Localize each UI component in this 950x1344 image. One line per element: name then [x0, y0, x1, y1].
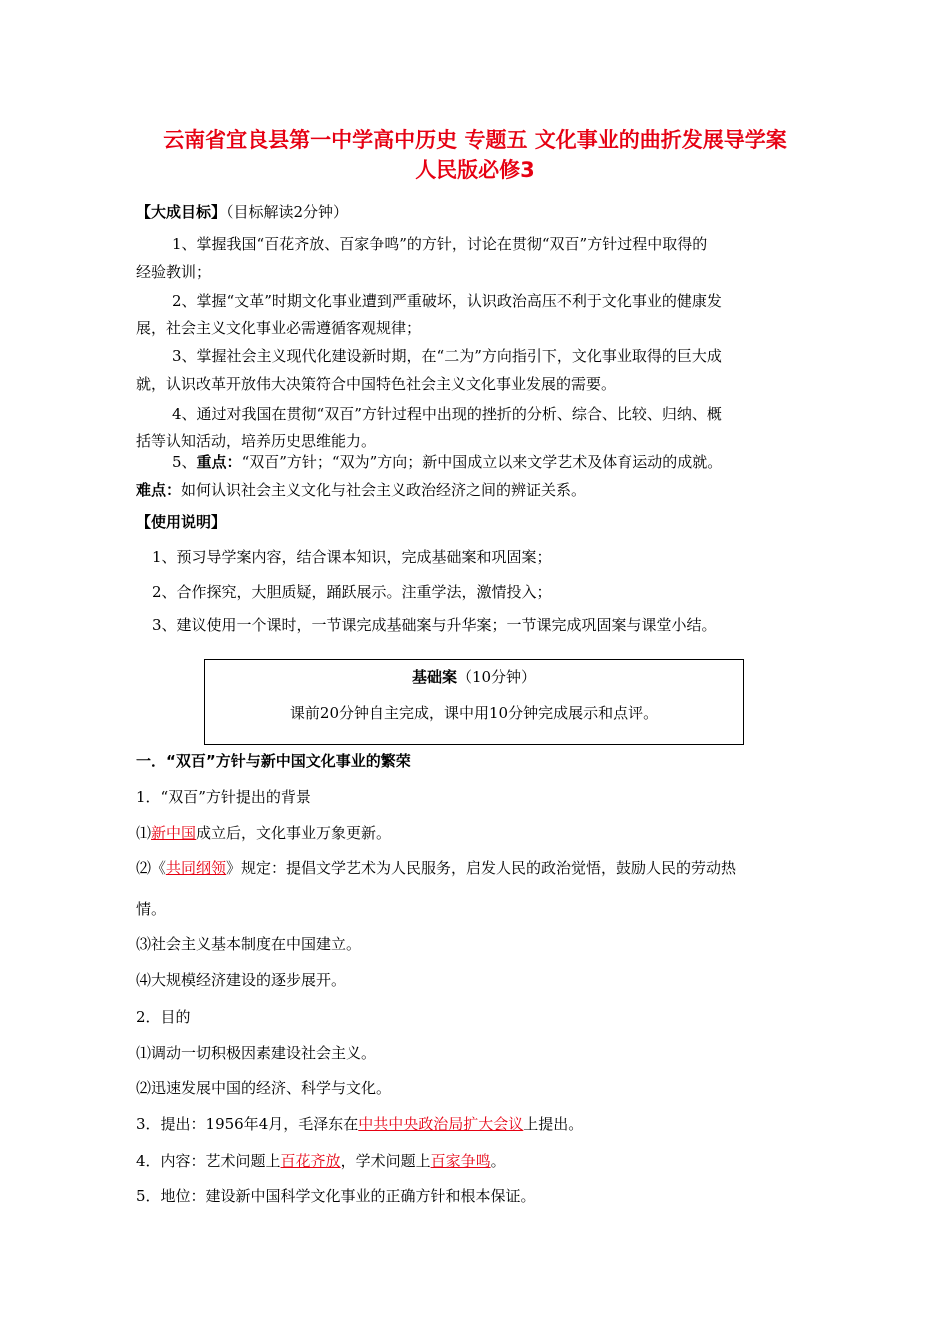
key-points-label: 重点：	[196, 453, 242, 471]
proposal-line	[136, 1114, 583, 1134]
goals-heading: 【大成目标】	[136, 203, 227, 221]
document-title-line1: 云南省宜良县第一中学高中历史 专题五 文化事业的曲折发展导学案	[163, 128, 787, 152]
content-line	[136, 1151, 506, 1171]
basic-plan-title-line	[205, 666, 743, 687]
goal-1-line-b: 经验教训；	[136, 263, 212, 281]
background-heading: 1．“双百”方针提出的背景	[136, 788, 311, 806]
goal-5-prefix: 5、	[172, 453, 197, 471]
goal-1-line-a: 1、掌握我国“百花齐放、百家争鸣”的方针，讨论在贯彻“双百”方针过程中取得的	[172, 235, 708, 253]
difficulty-line	[136, 480, 586, 500]
content-text-mid: ，学术问题上	[340, 1152, 431, 1170]
usage-item-1: 1、预习导学案内容，结合课本知识，完成基础案和巩固案；	[152, 548, 552, 566]
answer-hundred-schools: 百家争鸣	[430, 1152, 491, 1170]
content-text: 4．内容：艺术问题上	[136, 1152, 281, 1170]
purpose-heading: 2．目的	[136, 1008, 191, 1026]
background-item-4: ⑷大规模经济建设的逐步展开。	[136, 971, 347, 989]
answer-hundred-flowers: 百花齐放	[280, 1152, 341, 1170]
background-item-3: ⑶社会主义基本制度在中国建立。	[136, 935, 362, 953]
answer-common-program: 共同纲领	[166, 859, 227, 877]
background-item-2-text: 》规定：提倡文学艺术为人民服务，启发人民的政治觉悟，鼓励人民的劳动热	[226, 859, 737, 877]
status-line: 5．地位：建设新中国科学文化事业的正确方针和根本保证。	[136, 1187, 536, 1205]
section-1-heading: 一．“双百”方针与新中国文化事业的繁荣	[136, 752, 411, 770]
usage-item-3: 3、建议使用一个课时，一节课完成基础案与升华案；一节课完成巩固案与课堂小结。	[152, 616, 717, 634]
difficulty-text: 如何认识社会主义文化与社会主义政治经济之间的辨证关系。	[181, 481, 587, 499]
purpose-item-2: ⑵迅速发展中国的经济、科学与文化。	[136, 1079, 392, 1097]
usage-heading: 【使用说明】	[136, 513, 227, 531]
usage-item-2: 2、合作探究，大胆质疑，踊跃展示。注重学法，激情投入；	[152, 583, 552, 601]
basic-plan-duration: （10分钟）	[456, 668, 537, 686]
background-item-2-cont: 情。	[136, 900, 167, 918]
difficulty-label: 难点：	[136, 481, 182, 499]
basic-plan-body: 课前20分钟自主完成，课中用10分钟完成展示和点评。	[289, 704, 659, 722]
goal-5-key-points	[172, 452, 722, 472]
goal-4-line-a: 4、通过对我国在贯彻“双百”方针过程中出现的挫折的分析、综合、比较、归纳、概	[172, 405, 722, 423]
goal-3-line-a: 3、掌握社会主义现代化建设新时期，在“二为”方向指引下，文化事业取得的巨大成	[172, 347, 722, 365]
proposal-text-end: 上提出。	[523, 1115, 584, 1133]
purpose-item-1: ⑴调动一切积极因素建设社会主义。	[136, 1044, 377, 1062]
goal-2-line-a: 2、掌握“文革”时期文化事业遭到严重破坏，认识政治高压不利于文化事业的健康发	[172, 292, 722, 310]
key-points-text: “双百”方针；“双为”方向；新中国成立以来文学艺术及体育运动的成就。	[241, 453, 723, 471]
background-item-1-number: ⑴	[136, 824, 152, 842]
document-title-line2: 人民版必修3	[415, 158, 535, 182]
goals-heading-line	[136, 202, 348, 222]
goal-4-line-b: 括等认知活动，培养历史思维能力。	[136, 432, 377, 450]
content-text-end: 。	[490, 1152, 506, 1170]
background-item-2-number: ⑵《	[136, 859, 167, 877]
answer-new-china: 新中国	[151, 824, 197, 842]
background-item-2	[136, 858, 736, 878]
goal-3-line-b: 就，认识改革开放伟大决策符合中国特色社会主义文化事业发展的需要。	[136, 375, 617, 393]
goal-2-line-b: 展，社会主义文化事业必需遵循客观规律；	[136, 319, 422, 337]
basic-plan-box	[204, 659, 744, 745]
background-item-1	[136, 823, 391, 843]
proposal-text: 3．提出：1956年4月，毛泽东在	[136, 1115, 359, 1133]
background-item-1-text: 成立后，文化事业万象更新。	[196, 824, 392, 842]
answer-politburo-meeting: 中共中央政治局扩大会议	[358, 1115, 524, 1133]
goals-note: （目标解读2分钟）	[226, 203, 349, 221]
basic-plan-title: 基础案	[411, 668, 457, 686]
